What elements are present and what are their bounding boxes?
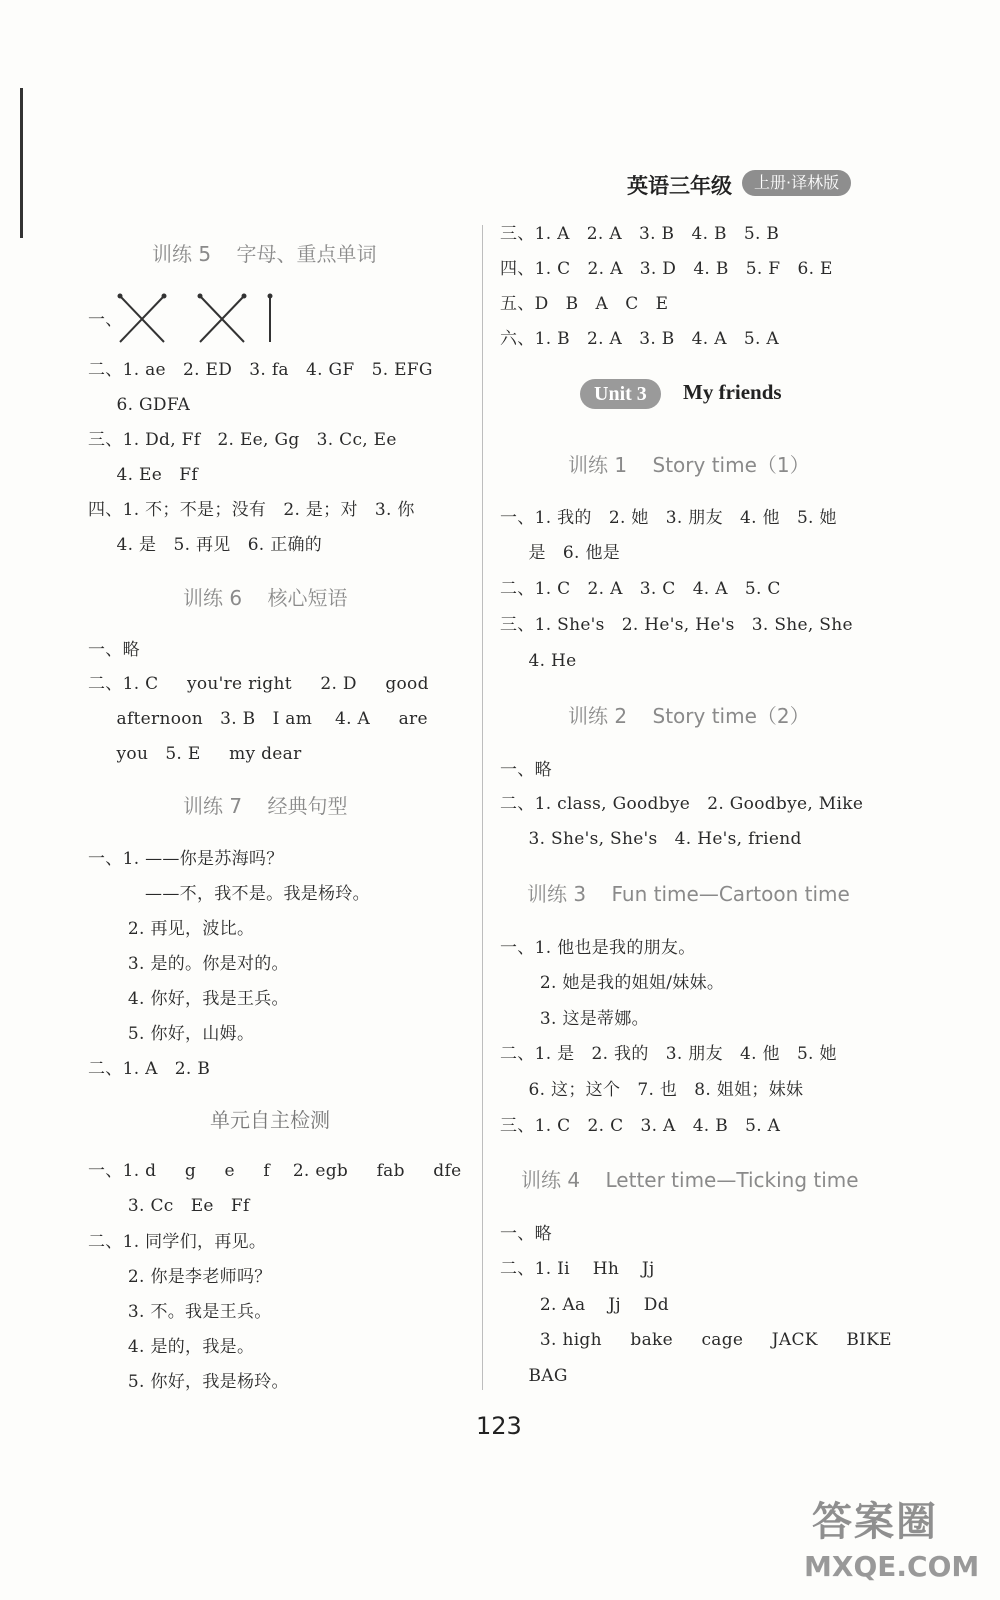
- answer-line: BAG: [500, 1366, 568, 1386]
- answer-line: 六、1. B 2. A 3. B 4. A 5. A: [500, 329, 779, 349]
- answer-line: 一、略: [500, 1224, 552, 1244]
- answer-line: 一、略: [500, 760, 552, 780]
- answer-line: 5. 你好，山姆。: [88, 1024, 255, 1044]
- answer-line: 二、1. A 2. B: [88, 1059, 211, 1079]
- answer-line: 一、: [88, 310, 123, 330]
- section-title: 训练 5 字母、重点单词: [152, 242, 377, 266]
- answer-line: 2. 你是李老师吗？: [88, 1267, 272, 1287]
- section-title: 训练 1 Story time（1）: [568, 453, 810, 477]
- page-number: 123: [476, 1412, 522, 1440]
- answer-line: afternoon 3. B I am 4. A are: [88, 709, 428, 729]
- answer-line: 一、略: [88, 640, 140, 660]
- answer-line: 二、1. 是 2. 我的 3. 朋友 4. 他 5. 她: [500, 1044, 837, 1064]
- answer-line: 二、1. 同学们，再见。: [88, 1232, 267, 1252]
- answer-line: 3. 这是蒂娜。: [500, 1009, 649, 1029]
- answer-line: 2. 她是我的姐姐/妹妹。: [500, 973, 725, 993]
- answer-line: 二、1. Ii Hh Jj: [500, 1259, 655, 1279]
- answer-line: 三、1. She's 2. He's, He's 3. She, She: [500, 615, 853, 635]
- section-title: 训练 4 Letter time—Ticking time: [521, 1168, 859, 1192]
- answer-line: 一、1. d g e f 2. egb fab dfe: [88, 1161, 462, 1181]
- unit-badge: Unit 3: [580, 379, 661, 409]
- answer-line: ——不，我不是。我是杨玲。: [88, 884, 370, 904]
- answer-line: 6. GDFA: [88, 395, 191, 415]
- answer-line: 三、1. Dd, Ff 2. Ee, Gg 3. Cc, Ee: [88, 430, 397, 450]
- answer-line: 3. She's, She's 4. He's, friend: [500, 829, 802, 849]
- watermark-site: MXQE.COM: [804, 1550, 980, 1583]
- answer-line: 二、1. C you're right 2. D good: [88, 674, 429, 694]
- section-title: 训练 3 Fun time—Cartoon time: [527, 882, 850, 906]
- answer-line: 2. 再见，波比。: [88, 919, 255, 939]
- answer-line: 3. high bake cage JACK BIKE: [500, 1330, 892, 1350]
- answer-line: 5. 你好，我是杨玲。: [88, 1372, 289, 1392]
- watermark-logo: 答案圈: [812, 1499, 938, 1545]
- answer-line: 三、1. C 2. C 3. A 4. B 5. A: [500, 1116, 781, 1136]
- answer-line: 4. 你好，我是王兵。: [88, 989, 289, 1009]
- edition-badge: 上册·译林版: [742, 170, 851, 196]
- answer-line: 4. Ee Ff: [88, 465, 198, 485]
- answer-line: 4. He: [500, 651, 577, 671]
- answer-line: 3. 是的。你是对的。: [88, 954, 289, 974]
- answer-line: 6. 这；这个 7. 也 8. 姐姐；妹妹: [500, 1080, 804, 1100]
- answer-line: 一、1. 他也是我的朋友。: [500, 938, 696, 958]
- answer-line: you 5. E my dear: [88, 744, 302, 764]
- answer-line: 4. 是 5. 再见 6. 正确的: [88, 535, 323, 555]
- answer-line: 五、D B A C E: [500, 294, 669, 314]
- matching-lines-figure: [112, 292, 282, 346]
- margin-mark: [20, 88, 23, 238]
- answer-line: 四、1. C 2. A 3. D 4. B 5. F 6. E: [500, 259, 833, 279]
- answer-line: 二、1. class, Goodbye 2. Goodbye, Mike: [500, 794, 864, 814]
- section-title: 训练 6 核心短语: [183, 586, 348, 610]
- section-title: 单元自主检测: [210, 1108, 330, 1132]
- section-title: 训练 2 Story time（2）: [568, 704, 810, 728]
- answer-line: 3. 不。我是王兵。: [88, 1302, 272, 1322]
- answer-line: 四、1. 不；不是；没有 2. 是；对 3. 你: [88, 500, 415, 520]
- answer-line: 一、1. ——你是苏海吗？: [88, 849, 284, 869]
- unit-title: My friends: [683, 380, 782, 404]
- answer-line: 4. 是的，我是。: [88, 1337, 255, 1357]
- answer-line: 二、1. ae 2. ED 3. fa 4. GF 5. EFG: [88, 360, 433, 380]
- book-title: 英语三年级: [627, 174, 732, 198]
- answer-line: 是 6. 他是: [500, 543, 621, 563]
- answer-line: 2. Aa Jj Dd: [500, 1295, 669, 1315]
- answer-line: 三、1. A 2. A 3. B 4. B 5. B: [500, 224, 780, 244]
- section-title: 训练 7 经典句型: [183, 794, 348, 818]
- answer-line: 一、1. 我的 2. 她 3. 朋友 4. 他 5. 她: [500, 508, 837, 528]
- answer-line: 3. Cc Ee Ff: [88, 1196, 250, 1216]
- answer-line: 二、1. C 2. A 3. C 4. A 5. C: [500, 579, 781, 599]
- column-divider: [482, 225, 483, 1390]
